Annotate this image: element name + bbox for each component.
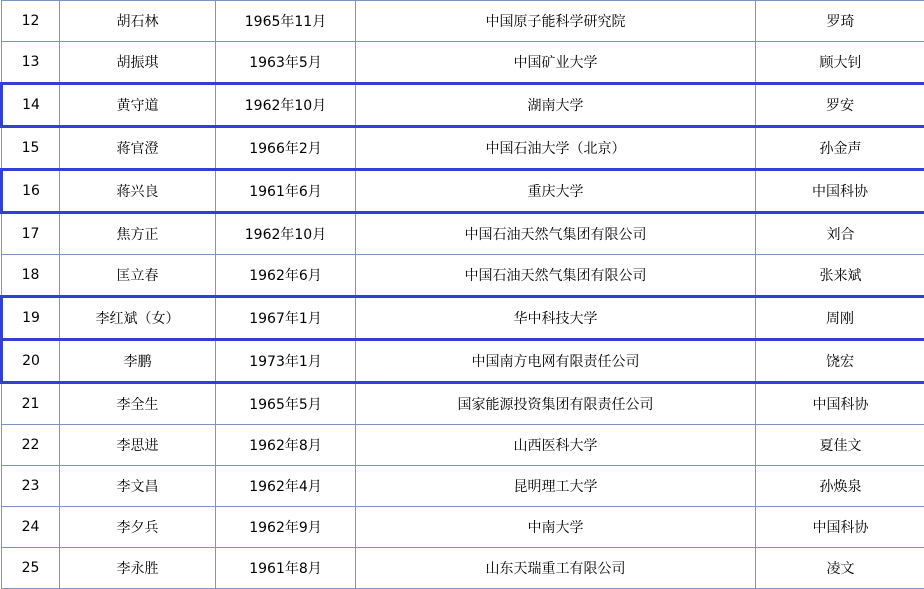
cell-org: 中国原子能科学研究院 <box>356 1 756 42</box>
table-row <box>2 213 924 255</box>
cell-name: 李鹏 <box>60 340 216 383</box>
cell-nominator: 中国科协 <box>756 507 924 548</box>
cell-birth: 1967年1月 <box>216 297 356 340</box>
cell-name: 蒋兴良 <box>60 170 216 213</box>
table-row <box>2 383 924 425</box>
cell-org: 国家能源投资集团有限责任公司 <box>356 383 756 425</box>
cell-nominator: 孙焕泉 <box>756 466 924 507</box>
table-row <box>2 42 924 84</box>
cell-nominator: 罗安 <box>756 84 924 127</box>
cell-index: 24 <box>2 507 60 548</box>
cell-nominator: 凌文 <box>756 548 924 589</box>
cell-birth: 1962年8月 <box>216 425 356 466</box>
cell-index: 19 <box>2 297 60 340</box>
cell-nominator: 张来斌 <box>756 255 924 297</box>
cell-nominator: 中国科协 <box>756 170 924 213</box>
cell-nominator: 饶宏 <box>756 340 924 383</box>
cell-nominator: 夏佳文 <box>756 425 924 466</box>
cell-index: 13 <box>2 42 60 84</box>
cell-index: 16 <box>2 170 60 213</box>
cell-name: 李永胜 <box>60 548 216 589</box>
cell-index: 22 <box>2 425 60 466</box>
cell-birth: 1965年5月 <box>216 383 356 425</box>
cell-nominator: 罗琦 <box>756 1 924 42</box>
cell-org: 中国石油天然气集团有限公司 <box>356 255 756 297</box>
cell-name: 焦方正 <box>60 213 216 255</box>
cell-birth: 1965年11月 <box>216 1 356 42</box>
table-row <box>2 170 924 213</box>
cell-name: 蒋官澄 <box>60 127 216 170</box>
cell-name: 李文昌 <box>60 466 216 507</box>
cell-index: 15 <box>2 127 60 170</box>
cell-name: 胡振琪 <box>60 42 216 84</box>
cell-org: 华中科技大学 <box>356 297 756 340</box>
cell-org: 山西医科大学 <box>356 425 756 466</box>
cell-org: 湖南大学 <box>356 84 756 127</box>
cell-name: 李夕兵 <box>60 507 216 548</box>
cell-birth: 1962年6月 <box>216 255 356 297</box>
table-row <box>2 255 924 297</box>
cell-name: 匡立春 <box>60 255 216 297</box>
cell-name: 李全生 <box>60 383 216 425</box>
cell-index: 14 <box>2 84 60 127</box>
cell-birth: 1962年10月 <box>216 84 356 127</box>
cell-index: 21 <box>2 383 60 425</box>
cell-birth: 1973年1月 <box>216 340 356 383</box>
cell-org: 昆明理工大学 <box>356 466 756 507</box>
cell-birth: 1961年6月 <box>216 170 356 213</box>
cell-nominator: 顾大钊 <box>756 42 924 84</box>
cell-nominator: 孙金声 <box>756 127 924 170</box>
table-row <box>2 548 924 589</box>
cell-birth: 1963年5月 <box>216 42 356 84</box>
table-row <box>2 127 924 170</box>
cell-index: 17 <box>2 213 60 255</box>
cell-org: 中南大学 <box>356 507 756 548</box>
table-row <box>2 425 924 466</box>
cell-birth: 1962年9月 <box>216 507 356 548</box>
cell-org: 中国矿业大学 <box>356 42 756 84</box>
table-row <box>2 466 924 507</box>
cell-nominator: 中国科协 <box>756 383 924 425</box>
cell-index: 20 <box>2 340 60 383</box>
cell-birth: 1961年8月 <box>216 548 356 589</box>
cell-birth: 1962年4月 <box>216 466 356 507</box>
cell-name: 黄守道 <box>60 84 216 127</box>
candidate-table-body <box>2 1 924 589</box>
table-row <box>2 340 924 383</box>
cell-index: 23 <box>2 466 60 507</box>
cell-birth: 1962年10月 <box>216 213 356 255</box>
cell-index: 12 <box>2 1 60 42</box>
cell-org: 中国石油大学（北京） <box>356 127 756 170</box>
table-row <box>2 297 924 340</box>
cell-org: 中国南方电网有限责任公司 <box>356 340 756 383</box>
cell-name: 李红斌（女） <box>60 297 216 340</box>
table-row <box>2 1 924 42</box>
cell-birth: 1966年2月 <box>216 127 356 170</box>
cell-nominator: 周刚 <box>756 297 924 340</box>
cell-org: 中国石油天然气集团有限公司 <box>356 213 756 255</box>
cell-name: 李思进 <box>60 425 216 466</box>
cell-index: 25 <box>2 548 60 589</box>
cell-org: 山东天瑞重工有限公司 <box>356 548 756 589</box>
table-row <box>2 507 924 548</box>
cell-index: 18 <box>2 255 60 297</box>
cell-name: 胡石林 <box>60 1 216 42</box>
table-row <box>2 84 924 127</box>
cell-nominator: 刘合 <box>756 213 924 255</box>
cell-org: 重庆大学 <box>356 170 756 213</box>
